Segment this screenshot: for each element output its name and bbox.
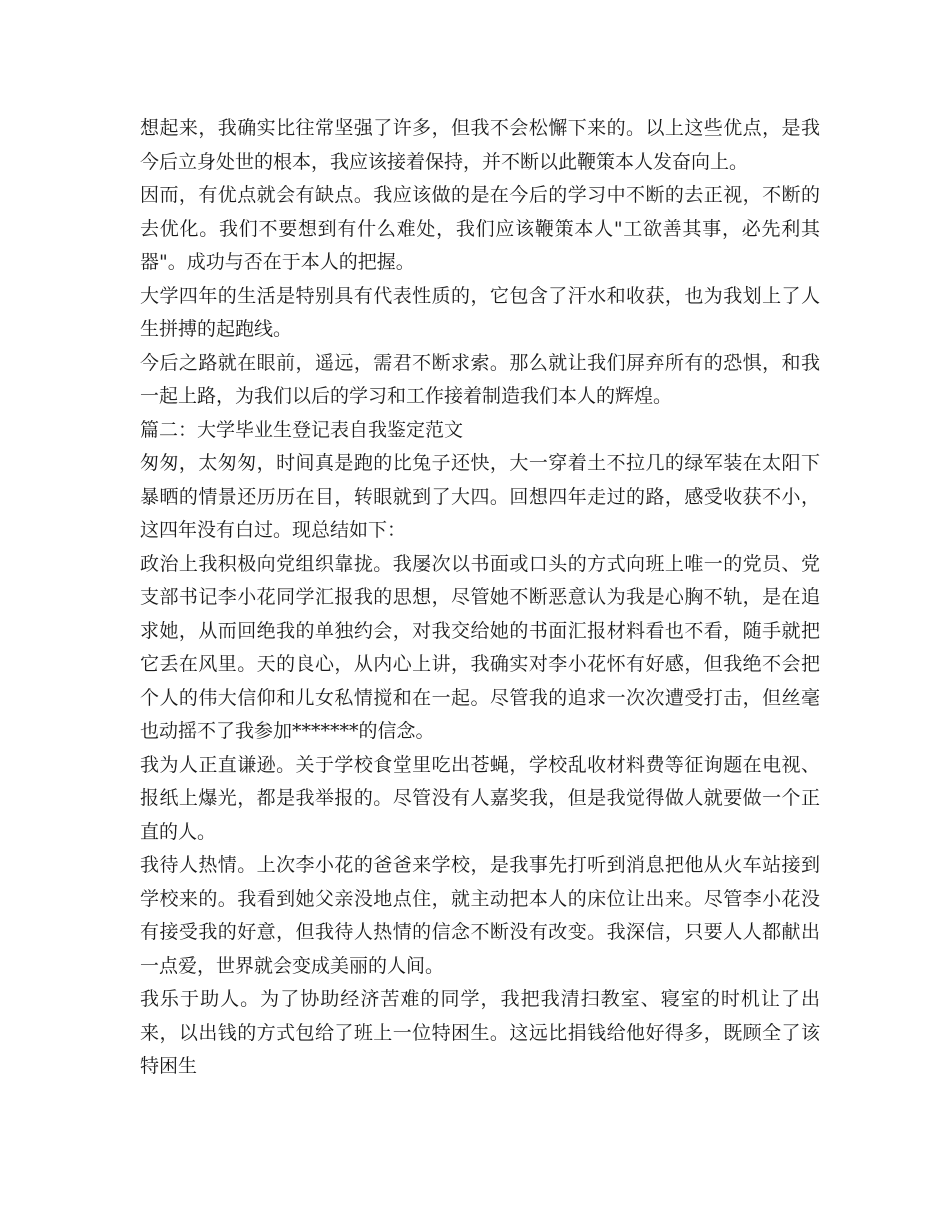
paragraph: 匆匆，太匆匆，时间真是跑的比兔子还快，大一穿着土不拉几的绿军装在太阳下暴晒的情景还历历在目，转眼就到了大四。回想四年走过的路，感受收获不小，这四年没有白过。现总结如下： [140, 452, 820, 541]
paragraph: 今后之路就在眼前，遥远，需君不断求索。那么就让我们屏弃所有的恐惧，和我一起上路，为我们以后的学习和工作接着制造我们本人的辉煌。 [140, 351, 820, 407]
paragraph: 大学四年的生活是特别具有代表性质的，它包含了汗水和收获，也为我划上了人生拼搏的起跑线。 [140, 284, 820, 340]
paragraph: 因而，有优点就会有缺点。我应该做的是在今后的学习中不断的去正视，不断的去优化。我们不要想到有什么难处，我们应该鞭策本人"工欲善其事，必先利其器"。成功与否在于本人的把握。 [140, 184, 820, 273]
paragraph: 我为人正直谦逊。关于学校食堂里吃出苍蝇，学校乱收材料费等征询题在电视、报纸上爆光，都是我举报的。尽管没有人嘉奖我，但是我觉得做人就要做一个正直的人。 [140, 753, 820, 843]
paragraph: 我待人热情。上次李小花的爸爸来学校，是我事先打听到消息把他从火车站接到学校来的。我看到她父亲没地点住，就主动把本人的床位让出来。尽管李小花没有接受我的好意，但我待人热情的信念不断没有改变。我深信，只要人人都献出一点爱，世界就会变成美丽的人间。 [140, 854, 820, 977]
paragraph: 我乐于助人。为了协助经济苦难的同学，我把我清扫教室、寝室的时机让了出来，以出钱的方式包给了班上一位特困生。这远比捐钱给他好得多，既顾全了该特困生 [140, 988, 820, 1077]
paragraph: 政治上我积极向党组织靠拢。我屡次以书面或口头的方式向班上唯一的党员、党支部书记李小花同学汇报我的思想，尽管她不断恶意认为我是心胸不轨，是在追求她，从而回绝我的单独约会，对我交给她的书面汇报材料看也不看，随手就把它丢在风里。天的良心，从内心上讲，我确实对李小花怀有好感，但我绝不会把个人的伟大信仰和儿女私情搅和在一起。尽管我的追求一次次遭受打击，但丝毫也动摇不了我参加*******的信念。 [140, 552, 820, 742]
document-body [140, 112, 820, 1084]
section-heading: 篇二：大学毕业生登记表自我鉴定范文 [140, 418, 464, 441]
paragraph: 想起来，我确实比往常坚强了许多，但我不会松懈下来的。以上这些优点，是我今后立身处世的根本，我应该接着保持，并不断以此鞭策本人发奋向上。 [140, 117, 820, 173]
